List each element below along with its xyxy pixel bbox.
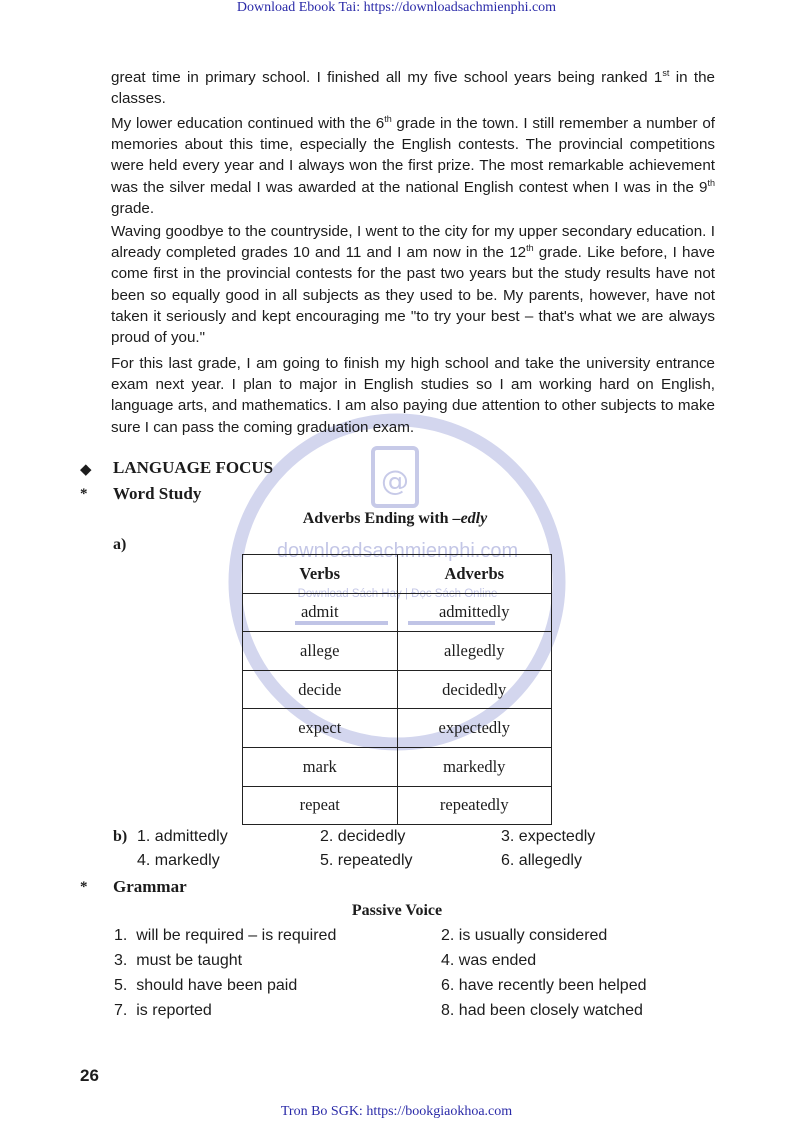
answer-b-1: 1. admittedly [137,828,228,845]
grammar-answer-2: 2. is usually considered [441,927,608,944]
table-title: Adverbs Ending with –edly [302,510,488,527]
asterisk-bullet-icon: * [80,486,88,502]
table-row [243,709,552,748]
svg-text:@: @ [381,464,409,497]
language-focus-heading: LANGUAGE FOCUS [113,458,274,477]
grammar-answer-4: 4. was ended [441,952,537,969]
paragraph-1: great time in primary school. I finished all my five school years being ranked 1st in the classes. [111,67,715,108]
table-row [243,747,552,786]
answer-b-4: 4. markedly [137,852,220,869]
adverb-cell: markedly [397,747,552,786]
word-study-heading: Word Study [113,484,202,503]
answer-b-5: 5. repeatedly [320,852,413,869]
grammar-answer-1: 1. will be required – is required [114,927,337,944]
grammar-answer-7: 7. is reported [114,1002,212,1019]
column-header-adverbs: Adverbs [397,555,552,594]
paragraph-2: My lower education continued with the 6th grade in the town. I still remember a number of memories about this time, especially the English contests. The provincial competitions were held every year and I always won the first prize. The most remarkable achievement was the silver medal I was awarded at the national English contest when I was in the 9th grade. [111,113,715,217]
asterisk-bullet-icon: * [80,879,88,895]
watermark-tagline: Download Sách Hay | Đọc Sách Online [297,588,498,600]
adverb-cell: expectedly [397,709,552,748]
diamond-bullet-icon: ◆ [80,462,92,478]
footer-link[interactable]: Tron Bo SGK: https://bookgiaokhoa.com [280,1104,513,1119]
grammar-answer-5: 5. should have been paid [114,977,298,994]
paragraph-4: For this last grade, I am going to finish my high school and take the university entrance exam next year. I plan to major in English studies so I am working hard on English, language arts, and mathematics. I am also paying due attention to other subjects to make sure I can pass the coming graduation exam. [111,355,715,436]
verb-cell: decide [243,670,398,709]
verb-cell: expect [243,709,398,748]
adverb-cell: allegedly [397,632,552,671]
adverb-cell: admittedly [397,593,552,632]
grammar-answer-6: 6. have recently been helped [441,977,647,994]
verb-cell: allege [243,632,398,671]
verb-cell: repeat [243,786,398,825]
grammar-heading: Grammar [113,877,187,896]
answer-b-3: 3. expectedly [501,828,596,845]
header-download-link[interactable]: Download Ebook Tai: https://downloadsachmienphi.com [236,0,557,15]
grammar-answer-8: 8. had been closely watched [441,1002,643,1019]
answer-b-6: 6. allegedly [501,852,582,869]
table-row [243,593,552,632]
table-row [243,670,552,709]
table-header-row [243,555,552,594]
answer-b-2: 2. decidedly [320,828,406,845]
verb-cell: mark [243,747,398,786]
page-number: 26 [80,1066,99,1085]
grammar-answer-3: 3. must be taught [114,952,243,969]
table-row [243,632,552,671]
verb-cell: admit [243,593,398,632]
table-row [243,786,552,825]
column-header-verbs: Verbs [243,555,398,594]
paragraph-3: Waving goodbye to the countryside, I went to the city for my upper secondary education. I already completed grades 10 and 11 and I am now in the 12th grade. Like before, I have come first in the provincial contests for the past two years but the study results have not been so equally good in all subjects as they used to be. My parents, however, have not taken it seriously and kept encouraging me "to try your best – that's what we are always proud of you." [111,223,715,347]
adverbs-table [242,554,552,825]
adverb-cell: decidedly [397,670,552,709]
passive-voice-title: Passive Voice [351,902,443,919]
adverb-cell: repeatedly [397,786,552,825]
label-b: b) [113,828,128,845]
label-a: a) [113,536,127,553]
watermark-site: downloadsachmienphi.com [276,540,519,562]
